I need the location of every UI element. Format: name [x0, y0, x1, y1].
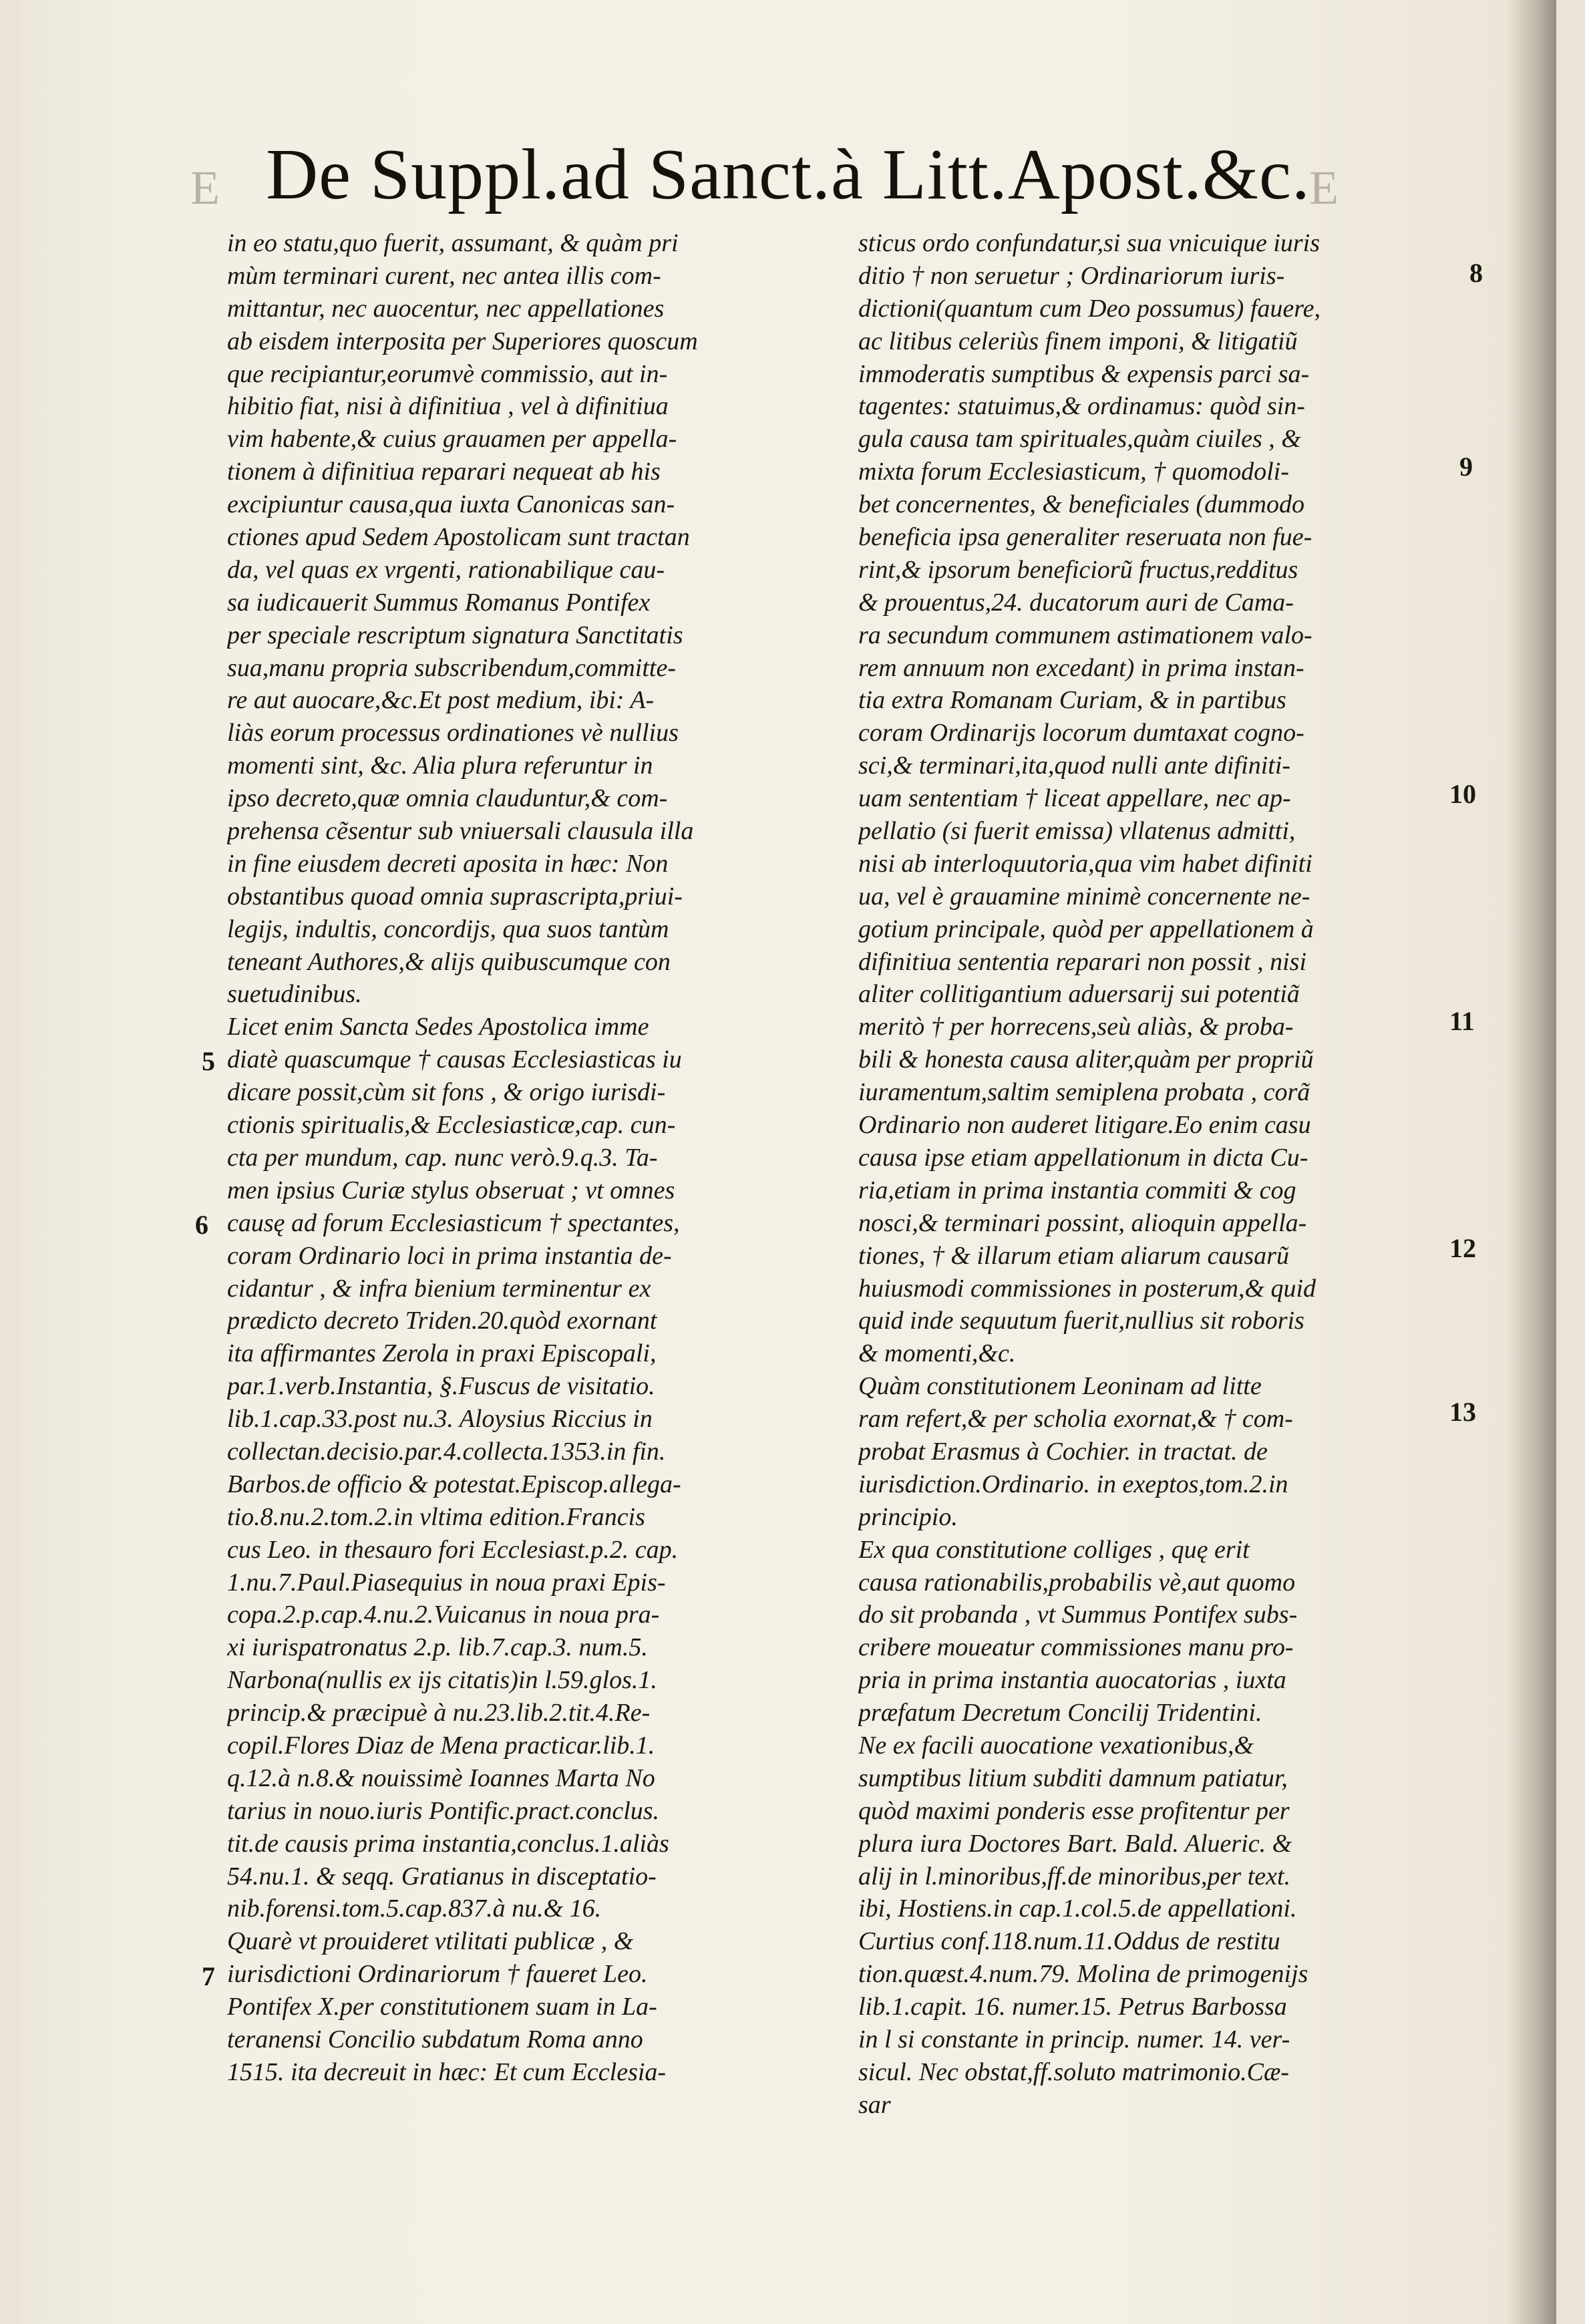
text-line: ab eisdem interposita per Superiores quoscum: [227, 327, 698, 355]
text-line: mixta forum Ecclesiasticum, † quomodoli-: [858, 458, 1289, 486]
text-line: uam sententiam † liceat appellare, nec ap-: [858, 784, 1291, 813]
text-line: men ipsius Curiæ stylus obseruat ; vt omnes: [227, 1176, 675, 1204]
text-line: suetudinibus.: [227, 980, 362, 1009]
text-line: 1515. ita decreuit in hæc: Et cum Ecclesia-: [227, 2057, 667, 2086]
text-line: præfatum Decretum Concilij Tridentini.: [858, 1699, 1262, 1727]
text-line: Quàm constitutionem Leoninam ad litte: [858, 1372, 1262, 1401]
text-line: princip.& præcipuè à nu.23.lib.2.tit.4.Re-: [227, 1699, 651, 1727]
text-line: sar: [858, 2090, 891, 2119]
text-line: pria in prima instantia auocatorias , iuxta: [858, 1666, 1286, 1695]
text-line: Curtius conf.118.num.11.Oddus de restitu: [858, 1927, 1280, 1956]
text-line: copa.2.p.cap.4.nu.2.Vuicanus in noua pra-: [227, 1601, 660, 1629]
margin-number-10: 10: [1449, 779, 1476, 809]
text-line: cta per mundum, cap. nunc verò.9.q.3. Ta-: [227, 1143, 658, 1172]
margin-number-8: 8: [1469, 258, 1483, 288]
text-line: ctiones apud Sedem Apostolicam sunt tractan: [227, 523, 690, 552]
text-line: gula causa tam spirituales,quàm ciuiles , &: [858, 425, 1301, 454]
margin-number-13: 13: [1449, 1397, 1476, 1427]
text-line: prehensa cẽsentur sub vniuersali clausula illa: [227, 817, 694, 846]
text-line: momenti sint, &c. Alia plura referuntur in: [227, 752, 653, 780]
text-line: xi iurispatronatus 2.p. lib.7.cap.3. num.5.: [227, 1633, 648, 1662]
margin-number-9: 9: [1459, 452, 1473, 482]
text-line: Ex qua constitutione colliges , quę erit: [858, 1535, 1250, 1564]
text-line: tagentes: statuimus,& ordinamus: quòd sin-: [858, 392, 1305, 421]
text-line: 54.nu.1. & seqq. Gratianus in disceptatio-: [227, 1862, 657, 1890]
text-line: diatè quascumque † causas Ecclesiasticas iu: [227, 1045, 682, 1074]
text-line: dictioni(quantum cum Deo possumus) fauere,: [858, 294, 1320, 323]
text-line: ua, vel è grauamine minimè concernente ne-: [858, 882, 1310, 910]
text-line: teneant Authores,& alijs quibuscumque con: [227, 947, 671, 976]
text-line: in eo statu,quo fuerit, assumant, & quàm pri: [227, 229, 679, 257]
text-line: alij in l.minoribus,ff.de minoribus,per text.: [858, 1862, 1291, 1890]
text-line: in fine eiusdem decreti aposita in hæc: Non: [227, 849, 669, 878]
text-line: probat Erasmus à Cochier. in tractat. de: [858, 1437, 1268, 1466]
text-line: ra secundum communem astimationem valo-: [858, 621, 1312, 649]
text-line: causa rationabilis,probabilis vè,aut quomo: [858, 1568, 1296, 1597]
text-line: 1.nu.7.Paul.Piasequius in noua praxi Epis-: [227, 1568, 666, 1597]
text-line: Narbona(nullis ex ijs citatis)in l.59.glos.1.: [227, 1666, 657, 1695]
page-gutter-shadow: [1506, 0, 1556, 2324]
text-line: liàs eorum processus ordinationes vè nullius: [227, 719, 679, 748]
text-line: nib.forensi.tom.5.cap.837.à nu.& 16.: [227, 1894, 602, 1923]
text-line: tio.8.nu.2.tom.2.in vltima edition.Francis: [227, 1502, 645, 1531]
text-line: Barbos.de officio & potestat.Episcop.allega-: [227, 1470, 681, 1498]
text-line: gotium principale, quòd per appellationem à: [858, 915, 1314, 943]
text-line: rint,& ipsorum beneficiorũ fructus,redditus: [858, 555, 1298, 584]
text-line: tit.de causis prima instantia,conclus.1.aliàs: [227, 1829, 669, 1858]
book-page: [20, 0, 1556, 2324]
text-line: ac litibus celeriùs finem imponi, & litigatiũ: [858, 327, 1298, 355]
text-line: in l si constante in princip. numer. 14. ver-: [858, 2025, 1290, 2053]
text-line: q.12.à n.8.& nouissimè Ioannes Marta No: [227, 1764, 655, 1792]
text-line: da, vel quas ex vrgenti, rationabilique cau-: [227, 555, 665, 584]
text-line: immoderatis sumptibus & expensis parci sa-: [858, 359, 1310, 388]
text-line: sua,manu propria subscribendum,committe-: [227, 653, 676, 682]
text-line: tia extra Romanam Curiam, & in partibus: [858, 686, 1286, 715]
text-line: huiusmodi commissiones in posterum,& quid: [858, 1274, 1316, 1303]
text-line: per speciale rescriptum signatura Sanctitatis: [227, 621, 683, 649]
text-line: obstantibus quoad omnia suprascripta,priui-: [227, 882, 683, 910]
text-line: bili & honesta causa aliter,quàm per propriũ: [858, 1045, 1314, 1074]
text-line: bet concernentes, & beneficiales (dummodo: [858, 490, 1304, 519]
text-line: mùm terminari curent, nec antea illis com-: [227, 261, 661, 290]
text-line: sumptibus litium subditi damnum patiatur,: [858, 1764, 1288, 1792]
page-title: De Suppl.ad Sanct.à Litt.Apost.&c.: [266, 135, 1310, 214]
text-line: vim habente,& cuius grauamen per appella-: [227, 425, 677, 454]
text-line: coram Ordinario loci in prima instantia de-: [227, 1241, 672, 1270]
text-line: ibi, Hostiens.in cap.1.col.5.de appellationi.: [858, 1894, 1297, 1923]
text-line: collectan.decisio.par.4.collecta.1353.in fin.: [227, 1437, 666, 1466]
text-line: causa ipse etiam appellationum in dicta Cu-: [858, 1143, 1308, 1172]
left-text-column: [227, 227, 832, 2089]
text-line: Licet enim Sancta Sedes Apostolica imme: [227, 1013, 649, 1041]
text-line: excipiuntur causa,qua iuxta Canonicas san-: [227, 490, 675, 519]
text-line: beneficia ipsa generaliter reseruata non fue-: [858, 523, 1312, 552]
text-line: Pontifex X.per constitutionem suam in La-: [227, 1993, 657, 2021]
text-line: nisi ab interloquutoria,qua vim habet difiniti: [858, 849, 1312, 878]
text-line: Quarè vt prouideret vtilitati publicæ , &: [227, 1927, 634, 1956]
margin-number-12: 12: [1449, 1233, 1476, 1263]
text-line: quid inde sequutum fuerit,nullius sit roboris: [858, 1307, 1304, 1335]
text-line: causę ad forum Ecclesiasticum † spectantes,: [227, 1208, 680, 1237]
text-line: tion.quæst.4.num.79. Molina de primogenijs: [858, 1960, 1308, 1989]
text-line: sci,& terminari,ita,quod nulli ante difiniti-: [858, 752, 1291, 780]
text-line: iurisdiction.Ordinario. in exeptos,tom.2.in: [858, 1470, 1288, 1498]
text-line: legijs, indultis, concordijs, qua suos tantùm: [227, 915, 669, 943]
text-line: quòd maximi ponderis esse profitentur per: [858, 1796, 1290, 1825]
running-header: [20, 134, 1556, 216]
text-line: pellatio (si fuerit emissa) vllatenus admitti,: [858, 817, 1296, 846]
text-line: principio.: [858, 1502, 958, 1531]
text-line: teranensi Concilio subdatum Roma anno: [227, 2025, 643, 2053]
text-line: tiones, † & illarum etiam aliarum causarũ: [858, 1241, 1289, 1270]
text-line: copil.Flores Diaz de Mena practicar.lib.1.: [227, 1731, 655, 1760]
text-line: meritò † per horrecens,seù aliàs, & proba-: [858, 1013, 1294, 1041]
text-line: mittantur, nec auocentur, nec appellationes: [227, 294, 665, 323]
text-line: nosci,& terminari possint, alioquin appella-: [858, 1208, 1307, 1237]
text-line: coram Ordinarijs locorum dumtaxat cogno-: [858, 719, 1304, 748]
text-line: Ordinario non auderet litigare.Eo enim casu: [858, 1111, 1311, 1140]
text-line: sicul. Nec obstat,ff.soluto matrimonio.Cæ-: [858, 2057, 1289, 2086]
text-line: iurisdictioni Ordinariorum † faueret Leo.: [227, 1960, 648, 1989]
text-line: prædicto decreto Triden.20.quòd exornant: [227, 1307, 657, 1335]
text-line: difinitiua sententia reparari non possit , nisi: [858, 947, 1307, 976]
text-line: tionem à difinitiua reparari nequeat ab his: [227, 458, 661, 486]
text-line: tarius in nouo.iuris Pontific.pract.conclus.: [227, 1796, 660, 1825]
text-line: & momenti,&c.: [858, 1339, 1016, 1368]
text-line: cribere moueatur commissiones manu pro-: [858, 1633, 1294, 1662]
text-line: cidantur , & infra bienium terminentur ex: [227, 1274, 651, 1303]
text-line: ipso decreto,quæ omnia clauduntur,& com-: [227, 784, 668, 813]
text-line: ctionis spiritualis,& Ecclesiasticæ,cap. cun-: [227, 1111, 676, 1140]
text-line: que recipiantur,eorumvè commissio, aut in-: [227, 359, 668, 388]
header-left-mark: E: [190, 161, 220, 214]
margin-number-7: 7: [202, 1961, 215, 1991]
text-line: sticus ordo confundatur,si sua vnicuique iuris: [858, 229, 1320, 257]
text-line: plura iura Doctores Bart. Bald. Alueric. &: [858, 1829, 1292, 1858]
text-line: cus Leo. in thesauro fori Ecclesiast.p.2. cap.: [227, 1535, 679, 1564]
text-line: aliter collitigantium aduersarij sui potentiã: [858, 980, 1300, 1009]
text-line: ria,etiam in prima instantia commiti & cog: [858, 1176, 1296, 1204]
text-line: dicare possit,cùm sit fons , & origo iurisdi-: [227, 1078, 666, 1107]
header-right-mark: E: [1309, 161, 1339, 214]
text-line: hibitio fiat, nisi à difinitiua , vel à difinitiua: [227, 392, 669, 421]
text-line: ita affirmantes Zerola in praxi Episcopali,: [227, 1339, 657, 1368]
text-line: ram refert,& per scholia exornat,& † com-: [858, 1405, 1293, 1434]
right-text-column: [858, 227, 1456, 2122]
text-line: iuramentum,saltim semiplena probata , corã: [858, 1078, 1310, 1107]
text-line: ditio † non seruetur ; Ordinariorum iuris-: [858, 261, 1285, 290]
text-line: par.1.verb.Instantia, §.Fuscus de visitatio.: [227, 1372, 655, 1401]
text-line: lib.1.capit. 16. numer.15. Petrus Barbossa: [858, 1993, 1287, 2021]
margin-number-11: 11: [1449, 1006, 1475, 1036]
text-line: sa iudicauerit Summus Romanus Pontifex: [227, 588, 651, 617]
margin-number-6: 6: [195, 1210, 208, 1240]
text-line: re aut auocare,&c.Et post medium, ibi: A-: [227, 686, 655, 715]
text-line: do sit probanda , vt Summus Pontifex subs-: [858, 1601, 1298, 1629]
margin-number-5: 5: [202, 1046, 215, 1076]
text-line: lib.1.cap.33.post nu.3. Aloysius Riccius in: [227, 1405, 653, 1434]
text-line: rem annuum non excedant) in prima instan-: [858, 653, 1304, 682]
text-line: Ne ex facili auocatione vexationibus,&: [858, 1731, 1254, 1760]
text-line: & prouentus,24. ducatorum auri de Cama-: [858, 588, 1294, 617]
